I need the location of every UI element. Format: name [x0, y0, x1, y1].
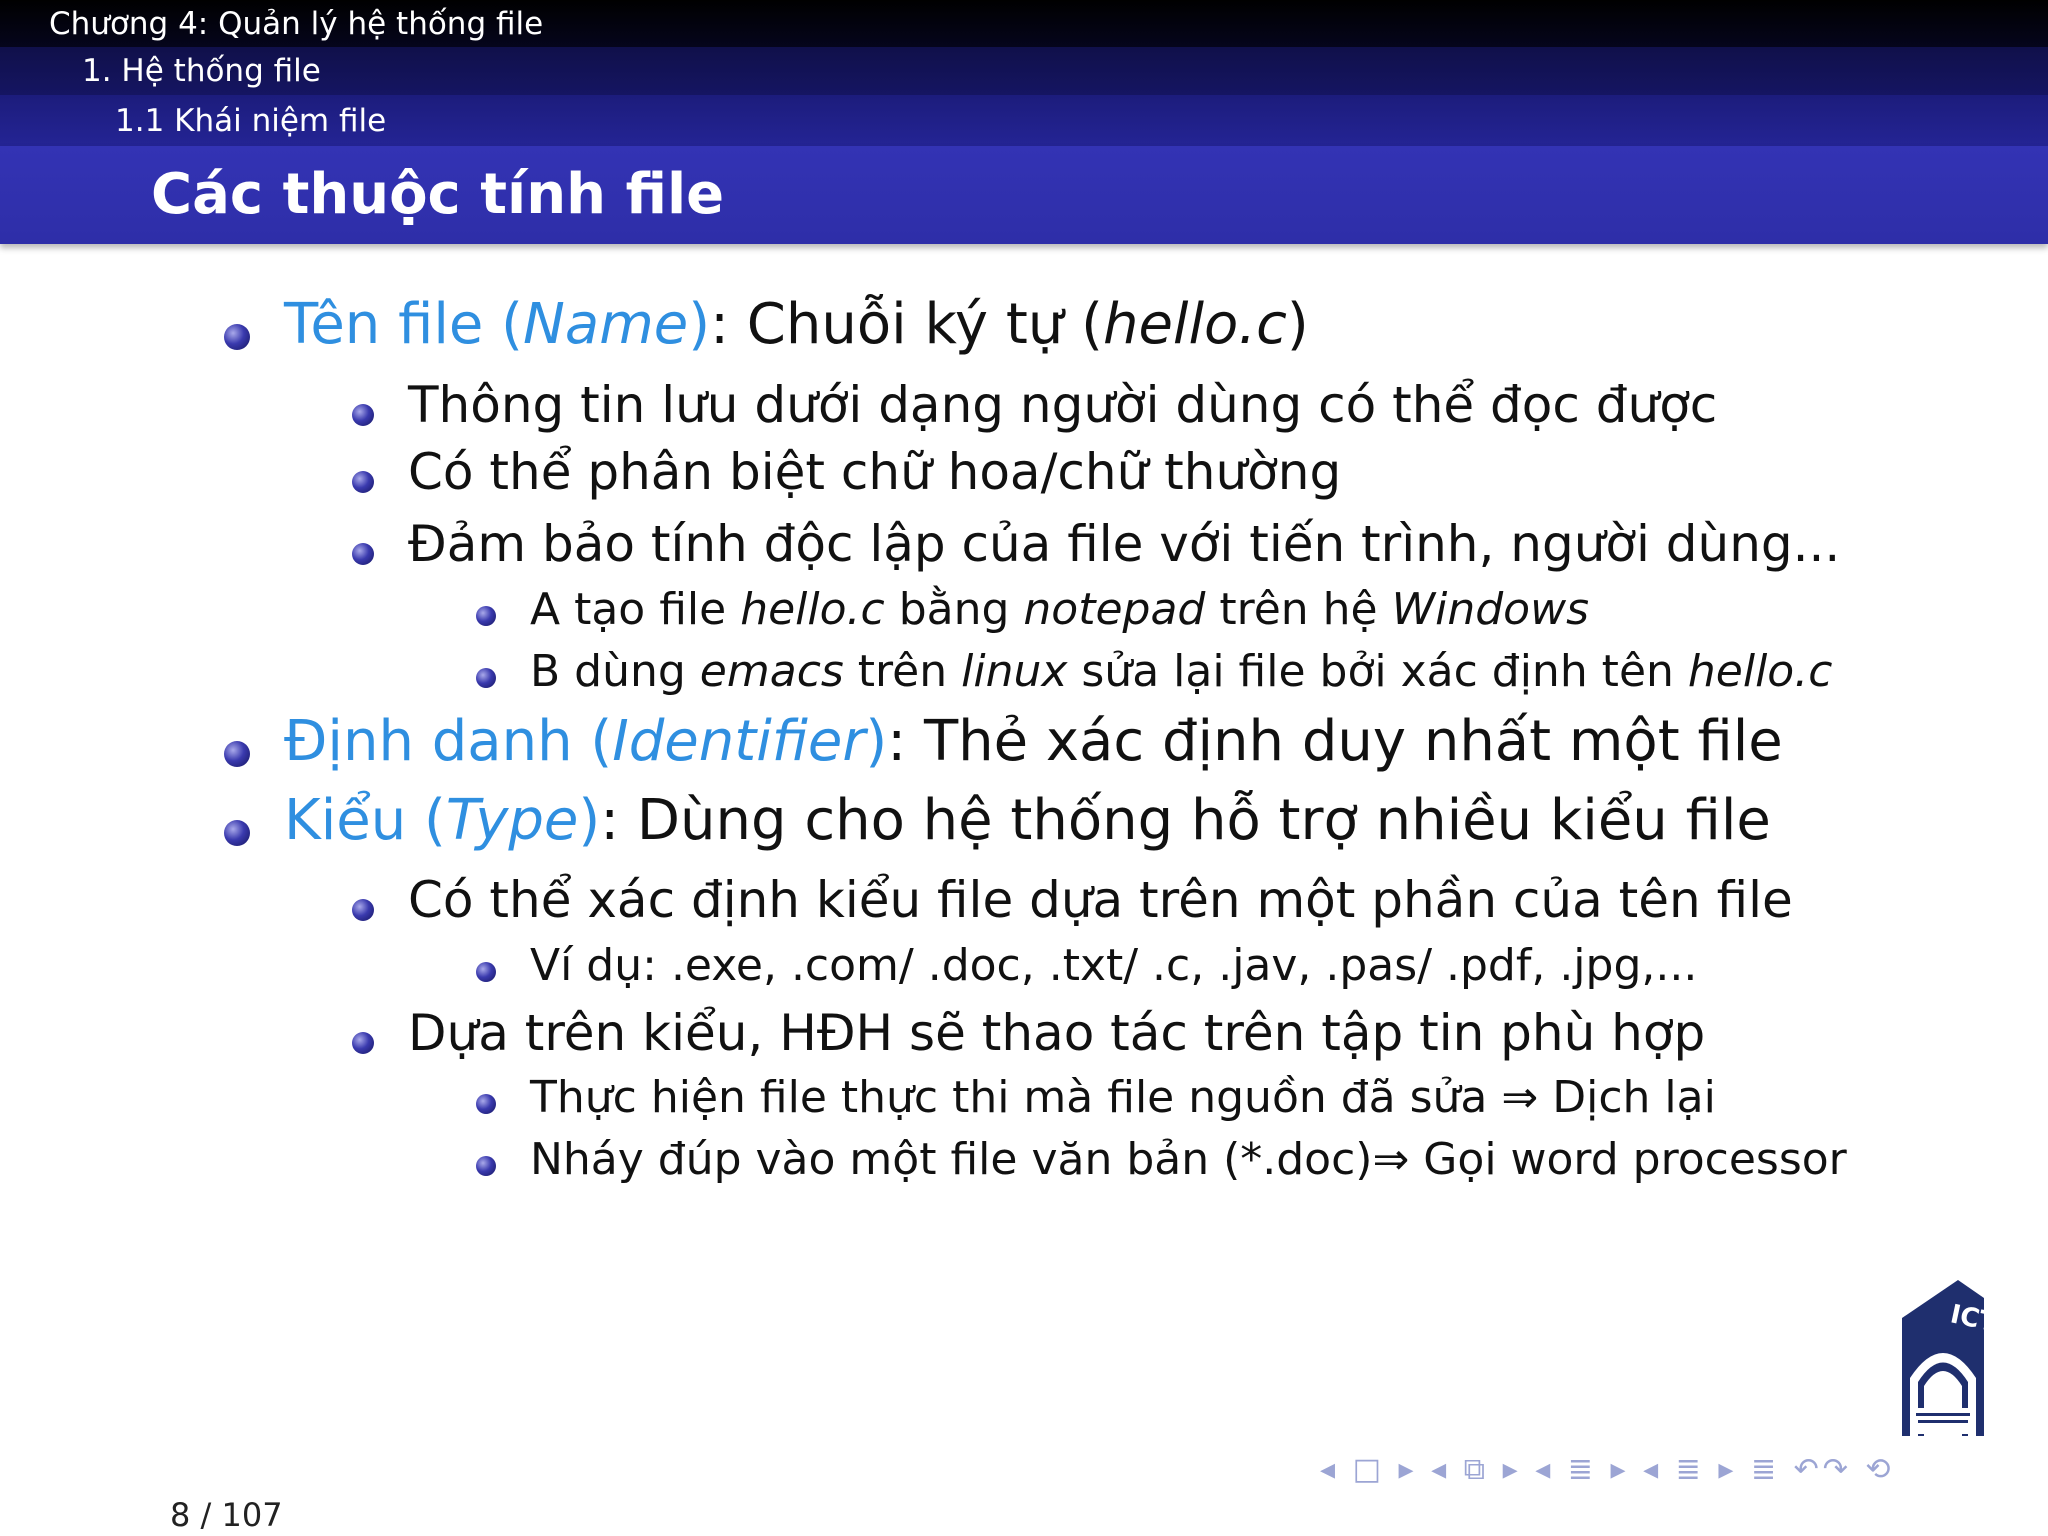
term-text: Định danh (	[284, 709, 613, 774]
term-text: Tên file (	[284, 292, 524, 357]
beamer-navigation-bar[interactable]: ◂ □ ▸ ◂ ⧉ ▸ ◂ ≣ ▸ ◂ ≣ ▸ ≣ ↶↷ ⟲	[1320, 1452, 1895, 1487]
bullet-icon	[476, 1094, 496, 1114]
bullet-text-close: )	[1286, 292, 1309, 357]
bullet-type	[284, 788, 1771, 853]
bullet-icon	[476, 962, 496, 982]
ict-logo	[1898, 1278, 2000, 1442]
bullet-icon	[476, 668, 496, 688]
bullet-icon	[352, 471, 374, 493]
sub-bullet-text: Có thể xác định kiểu file dựa trên một phần của tên file	[408, 871, 1793, 929]
bullet-text: : Chuỗi ký tự (	[710, 292, 1103, 357]
title-bar	[0, 146, 2048, 244]
text: bằng	[884, 584, 1024, 635]
slide-title: Các thuộc tính file	[151, 162, 725, 227]
term-text: Kiểu (	[284, 788, 446, 853]
text: A tạo file	[530, 584, 741, 635]
sub-sub-bullet	[530, 1072, 1716, 1123]
text-italic: notepad	[1023, 584, 1206, 635]
bullet-icon	[476, 606, 496, 626]
bullet-name	[284, 292, 1309, 357]
sub-bullet	[408, 1004, 1705, 1062]
sub-sub-bullet-text: Nháy đúp vào một file văn bản (*.doc)⇒ Gọi word processor	[530, 1134, 1847, 1185]
sub-sub-bullet	[530, 646, 1832, 697]
bullet-icon	[352, 543, 374, 565]
term-text-italic: Name	[523, 292, 689, 357]
text-italic: hello.c	[740, 584, 885, 635]
term-text-close: )	[578, 788, 601, 853]
text-italic: hello.c	[1687, 646, 1833, 697]
header-subsection-row	[0, 95, 2048, 146]
text: trên hệ	[1205, 584, 1392, 635]
bullet-icon	[224, 820, 250, 846]
text-italic: emacs	[699, 646, 844, 697]
header-subsection[interactable]: 1.1 Khái niệm file	[115, 103, 387, 139]
sub-bullet	[408, 515, 1840, 573]
svg-text:ICT: ICT	[1947, 1299, 2000, 1339]
sub-bullet	[408, 871, 1793, 929]
header-section-row	[0, 47, 2048, 95]
text: sửa lại file bởi xác định tên	[1067, 646, 1688, 697]
page-number: 8 / 107	[170, 1496, 283, 1534]
sub-sub-bullet	[530, 940, 1697, 991]
bullet-icon	[224, 324, 250, 350]
text: B dùng	[530, 646, 700, 697]
sub-sub-bullet	[530, 584, 1589, 635]
sub-bullet-text: Thông tin lưu dưới dạng người dùng có thể đọc được	[408, 376, 1718, 434]
header-section[interactable]: 1. Hệ thống file	[82, 53, 321, 89]
term-text-italic: Type	[445, 788, 579, 853]
text: trên	[843, 646, 962, 697]
bullet-icon	[352, 1032, 374, 1054]
text-italic: linux	[961, 646, 1068, 697]
bullet-icon	[224, 741, 250, 767]
bullet-text-italic: hello.c	[1102, 292, 1287, 357]
sub-bullet-text: Đảm bảo tính độc lập của file với tiến trình, người dùng...	[408, 515, 1841, 573]
header-chapter-row	[0, 0, 2048, 47]
bullet-text: : Dùng cho hệ thống hỗ trợ nhiều kiểu file	[600, 788, 1771, 853]
bullet-icon	[476, 1156, 496, 1176]
sub-sub-bullet-text: Ví dụ: .exe, .com/ .doc, .txt/ .c, .jav, .pas/ .pdf, .jpg,...	[530, 940, 1698, 991]
term-text-close: )	[688, 292, 711, 357]
bullet-text: : Thẻ xác định duy nhất một file	[887, 709, 1783, 774]
bullet-icon	[352, 899, 374, 921]
sub-sub-bullet	[530, 1134, 1847, 1185]
term-text-italic: Identifier	[612, 709, 866, 774]
bullet-identifier	[284, 709, 1783, 774]
university-logo-icon	[1898, 1278, 2000, 1438]
sub-sub-bullet-text: Thực hiện file thực thi mà file nguồn đã sửa ⇒ Dịch lại	[530, 1072, 1716, 1123]
bullet-icon	[352, 404, 374, 426]
header-chapter[interactable]: Chương 4: Quản lý hệ thống file	[49, 6, 544, 42]
sub-bullet-text: Dựa trên kiểu, HĐH sẽ thao tác trên tập tin phù hợp	[408, 1004, 1706, 1062]
term-text-close: )	[865, 709, 888, 774]
sub-bullet	[408, 443, 1341, 501]
sub-bullet-text: Có thể phân biệt chữ hoa/chữ thường	[408, 443, 1342, 501]
sub-bullet	[408, 376, 1717, 434]
text-italic: Windows	[1391, 584, 1589, 635]
